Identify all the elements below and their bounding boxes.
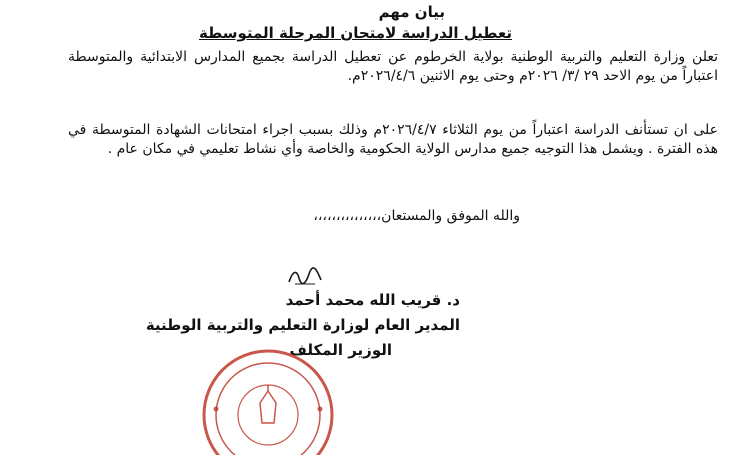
official-seal-stamp <box>198 345 338 455</box>
paragraph-resumption: على ان تستأنف الدراسة اعتباراً من يوم الثلاثاء ٢٠٢٦/٤/٧م وذلك بسبب اجراء امتحانات الشهادة المتوسطة في هذه الفترة . ويشمل هذا التوجيه جميع مدارس الولاية الحكومية والخاصة وأي نشاط تعليمي في مكان عام . <box>68 122 718 157</box>
signatory-title: المدير العام لوزارة التعليم والتربية الوطنية <box>145 316 460 334</box>
signatory-role: الوزير المكلف <box>289 341 392 359</box>
paragraph-closure-dates: تعلن وزارة التعليم والتربية الوطنية بولاية الخرطوم عن تعطيل الدراسة بجميع المدارس الابتدائية والمتوسطة اعتباراً من يوم الاحد ٢٩ /٣/ ٢٠٢٦م وحتى يوم الاثنين ٢٠٢٦/٤/٦م. <box>68 49 718 84</box>
closing-line: والله الموفق والمستعان،،،،،،،،،،،،،،، <box>313 208 520 224</box>
handwritten-signature <box>285 266 325 288</box>
signatory-name: د. قريب الله محمد أحمد <box>285 291 460 309</box>
document-subtitle: تعطيل الدراسة لامتحان المرحلة المتوسطة <box>198 24 512 42</box>
document-title: بيان مهم <box>378 3 445 21</box>
